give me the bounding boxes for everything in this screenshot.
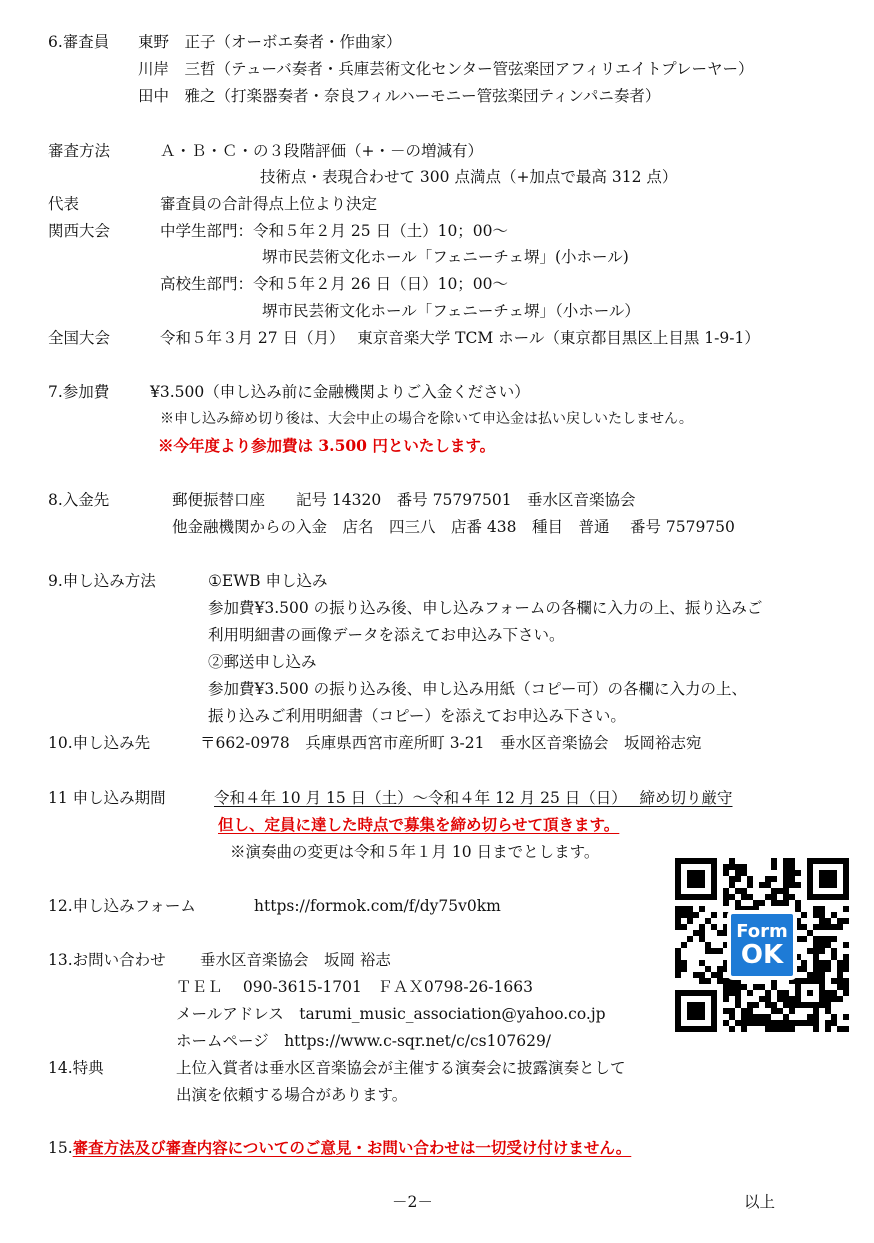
- formok-logo-line-2: OK: [740, 940, 784, 970]
- payment-line-2: 他金融機関からの入金 店名 四三八 店番 438 種目 普通 番号 7579750: [172, 518, 735, 536]
- period-heading: 11 申し込み期間: [48, 789, 166, 807]
- period-notice: 但し、定員に達した時点で募集を締め切らせて頂きます。: [218, 815, 620, 834]
- kansai-label: 関西大会: [48, 222, 111, 240]
- senior-division: 高校生部門：令和５年２月 26 日（日）10；00～: [160, 275, 509, 293]
- junior-venue: 堺市民芸術文化ホール「フェニーチェ堺」(小ホール): [262, 248, 629, 266]
- formok-logo-line-1: Form: [736, 921, 788, 942]
- final-text: 審査方法及び審査内容についてのご意見・お問い合わせは一切受け付けません。: [72, 1138, 632, 1157]
- period-text: 令和４年 10 月 15 日（土）～令和４年 12 月 25 日（日） 締め切り厳守: [214, 789, 733, 807]
- mail-text-1: 参加費¥3.500 の振り込み後、申し込み用紙（コピー可）の各欄に入力の上、: [208, 680, 748, 698]
- end-mark: 以上: [744, 1193, 776, 1211]
- ewb-title: ①EWB 申し込み: [208, 572, 328, 590]
- method-line-1: Ａ・Ｂ・Ｃ・の３段階評価（+・－の増減有）: [160, 142, 483, 160]
- final-notice: [48, 1138, 631, 1158]
- representative-label: 代表: [48, 195, 80, 213]
- contact-name: 垂水区音楽協会 坂岡 裕志: [200, 951, 391, 969]
- payment-line-1: 郵便振替口座 記号 14320 番号 75797501 垂水区音楽協会: [172, 491, 636, 509]
- fee-notice: ※今年度より参加費は 3.500 円といたします。: [158, 436, 496, 455]
- contact-email[interactable]: メールアドレス tarumi_music_association@yahoo.co.jp: [176, 1005, 606, 1023]
- contact-heading: 13.お問い合わせ: [48, 951, 166, 969]
- benefit-heading: 14.特典: [48, 1059, 104, 1077]
- junior-division: 中学生部門：令和５年２月 25 日（土）10；00～: [160, 222, 509, 240]
- method-label: 審査方法: [48, 142, 111, 160]
- judge-3: 田中 雅之（打楽器奏者・奈良フィルハーモニー管弦楽団ティンパニ奏者）: [138, 87, 661, 105]
- mail-text-2: 振り込みご利用明細書（コピー）を添えてお申込み下さい。: [208, 707, 626, 725]
- representative-text: 審査員の合計得点上位より決定: [160, 195, 378, 213]
- final-number: 15.: [48, 1139, 73, 1157]
- qr-code[interactable]: [675, 858, 849, 1032]
- national-text: 令和５年３月 27 日（月） 東京音楽大学 TCM ホール（東京都目黒区上目黒 1-9-1）: [160, 329, 760, 347]
- fee-heading: 7.参加費: [48, 383, 110, 401]
- fee-amount: ¥3.500（申し込み前に金融機関よりご入金ください）: [150, 383, 530, 401]
- ewb-text-1: 参加費¥3.500 の振り込み後、申し込みフォームの各欄に入力の上、振り込みご: [208, 599, 763, 617]
- judge-2: 川岸 三哲（テューバ奏者・兵庫芸術文化センター管弦楽団アフィリエイトプレーヤー）: [138, 60, 754, 78]
- form-url[interactable]: https://formok.com/f/dy75v0km: [254, 897, 501, 915]
- contact-home[interactable]: ホームページ https://www.c-sqr.net/c/cs107629/: [176, 1032, 552, 1050]
- benefit-line-2: 出演を依頼する場合があります。: [176, 1086, 408, 1104]
- address-text: 〒662-0978 兵庫県西宮市産所町 3-21 垂水区音楽協会 坂岡裕志宛: [200, 734, 702, 752]
- mail-title: ②郵送申し込み: [208, 653, 317, 671]
- apply-heading: 9.申し込み方法: [48, 572, 156, 590]
- senior-venue: 堺市民芸術文化ホール「フェニーチェ堺」（小ホール）: [262, 302, 640, 320]
- form-heading: 12.申し込みフォーム: [48, 897, 196, 915]
- payment-heading: 8.入金先: [48, 491, 110, 509]
- period-note: ※演奏曲の変更は令和５年１月 10 日までとします。: [230, 843, 600, 861]
- judges-heading: 6.審査員: [48, 33, 110, 51]
- ewb-text-2: 利用明細書の画像データを添えてお申込み下さい。: [208, 626, 565, 644]
- method-line-2: 技術点・表現合わせて 300 点満点（+加点で最高 312 点）: [260, 168, 678, 186]
- formok-logo: [727, 910, 797, 980]
- address-heading: 10.申し込み先: [48, 734, 151, 752]
- judge-1: 東野 正子（オーボエ奏者・作曲家）: [138, 33, 402, 51]
- fee-note: ※申し込み締め切り後は、大会中止の場合を除いて申込金は払い戻しいたしません。: [160, 411, 693, 427]
- contact-tel: ＴＥＬ 090-3615-1701 ＦＡＸ0798-26-1663: [176, 978, 533, 996]
- page-number: －2－: [392, 1193, 433, 1211]
- benefit-line-1: 上位入賞者は垂水区音楽協会が主催する演奏会に披露演奏として: [176, 1059, 626, 1077]
- national-label: 全国大会: [48, 329, 111, 347]
